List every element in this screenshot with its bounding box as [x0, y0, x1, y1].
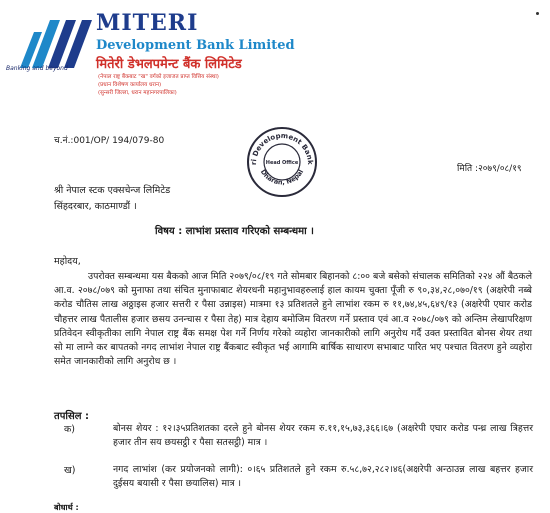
letter-date: मिति :२०७९/०८/१९	[457, 164, 522, 174]
body-paragraph: उपरोक्त सम्बन्धमा यस बैकको आज मिति २०७९/०८/१९ गते सोमबार बिहानको ८:०० बजे बसेको संचालक समितिको २२४ औं बैठकले आ.व. २०७८/०७९ को मुनाफा तथा संचित मुनाफाबाट शेयरधनी महानुभावहरुलाई हाल कायम चुक्ता पूँजी रु ९०,३४,२८,०७०/१९ (अक्षरेपी नब्बे करोड चौतिस लाख अठ्ठाइस हजार सत्तरी र पैसा उन्नाइस) मात्रमा १३ प्रतिशतले हुने लाभांश रकम रु ११,७४,४५,६४९/१३ (अक्षरेपी एघार करोड चौहत्तर लाख पैतालीस हजार छसय उनन्चास र पैसा तेह) मात्र देहाय बमोजिम वितरण गर्ने प्रस्ताव एवं आ.व २०७८/०७९ को अन्तिम लेखापरिक्षण प्रतिवेदन स्वीकृतीका लागि नेपाल राष्ट्र बैंक समक्ष पेश गर्ने निर्णय गरेको व्यहोरा जानकारीको लागि अनुरोध गर्दै उक्त प्रस्तावित बोनस शेयर तथा सो मा लाग्ने कर बापतको नगद लाभांश नेपाल राष्ट्र बैंकबाट स्वीकृत भई आगामि बार्षिक साधारण सभाबाट पारित भए पश्चात वितरण हुने व्यहोरा समेत जानकारीको लागि अनुरोध छ ।	[54, 271, 532, 368]
svg-text:Head Office: Head Office	[265, 160, 299, 166]
letterhead-subline: (प्रधान विशेषण कार्यालय धरान)	[98, 82, 162, 88]
bonus-share-item: बोनस शेयर : १२।३५प्रतिशतका दरले हुने बोनस शेयर रकम रु.११,१५,७३,३६६।६७ (अक्षरेपी एघार करोड पन्ध्र लाख त्रिहत्तर हजार तीन सय छयसट्ठी र पैसा सतसट्ठी) मात्र ।	[113, 423, 533, 449]
recipient-address: सिंहदरबार, काठमाण्डौं ।	[54, 201, 137, 212]
salutation: महोदय,	[54, 256, 81, 267]
recipient-name: श्री नेपाल स्टक एक्सचेन्ज लिमिटेड	[54, 185, 171, 196]
reference-number: च.नं.:001/OP/ 194/079-80	[54, 136, 165, 146]
bank-logo	[20, 20, 92, 68]
item-mark: ख)	[64, 465, 76, 476]
cc-heading: बोधार्थ :	[54, 503, 79, 512]
cash-dividend-item: नगद लाभांश (कर प्रयोजनको लागी): ०।६५ प्रतिशतले हुने रकम रु.५८,७२,२८२।४६(अक्षरेपी अन्ठाउन्न लाख बहत्तर हजार दुईसय बयासी र पैसा छयालिस) मात्र ।	[113, 464, 533, 490]
letterhead-subline: (सुन्सरी जिल्ला, धरान महानगरपालिका)	[98, 90, 177, 96]
svg-text:Dharan, Nepal: Dharan, Nepal	[258, 168, 306, 187]
bank-name-np: मितेरी डेभलपमेन्ट बैंक लिमिटेड	[96, 57, 242, 72]
svg-text:Miteri Development Bank Ltd.: ri Development Bank	[249, 131, 315, 166]
item-mark: क)	[64, 424, 76, 435]
bank-name-en: MITERI	[96, 10, 199, 36]
letterhead-subline: (नेपाल राष्ट्र बैंकबाट "ख" वर्गको इजाजत प्राप्त वित्तिय संस्था)	[98, 74, 219, 80]
bank-name-en-sub: Development Bank Limited	[96, 38, 295, 53]
details-heading: तपसिल :	[54, 411, 89, 422]
tagline: Banking and beyond	[6, 65, 68, 72]
page-dot	[536, 12, 539, 15]
head-office-seal	[246, 126, 318, 198]
letter-subject: विषय : लाभांश प्रस्ताव गरिएको सम्बन्धमा ।	[155, 226, 314, 237]
